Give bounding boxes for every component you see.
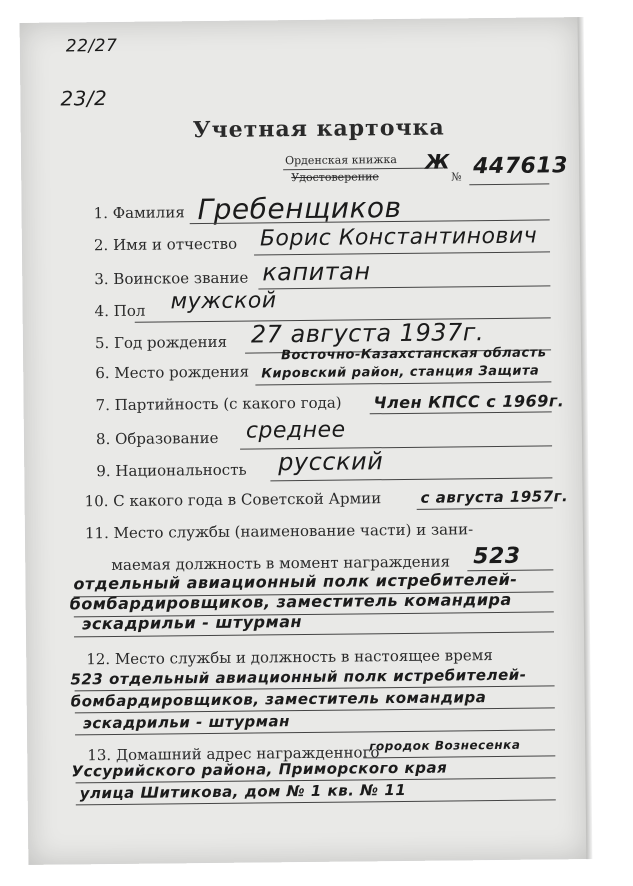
field-birthplace-value-2: Кировский район, станция Защита bbox=[261, 363, 540, 382]
field-service-at-award-value-4: эскадрильи - штурман bbox=[81, 612, 303, 634]
field-current-service-label: 12. Место службы и должность в настоящее время bbox=[86, 646, 493, 669]
order-book-number: 447613 bbox=[473, 153, 569, 180]
field-name-label: 2. Имя и отчество bbox=[93, 234, 238, 255]
number-sign: № bbox=[451, 170, 462, 184]
corner-mark-top: 22/27 bbox=[65, 35, 118, 57]
card-title: Учетная карточка bbox=[192, 114, 445, 144]
field-current-service-value-2: бомбардировщиков, заместитель командира bbox=[70, 688, 487, 711]
field-service-at-award-value-1: 523 bbox=[473, 543, 521, 570]
number-underline bbox=[469, 183, 549, 185]
doc-type-order-book: Орденская книжка bbox=[284, 153, 397, 168]
field-name-line bbox=[254, 251, 550, 255]
field-home-address-value-1: городок Вознесенка bbox=[369, 737, 521, 754]
field-army-since-line bbox=[417, 507, 553, 509]
field-current-service-value-3: эскадрильи - штурман bbox=[82, 712, 291, 733]
paper-edge bbox=[578, 17, 593, 859]
field-home-address-label: 13. Домашний адрес награжденного bbox=[87, 743, 380, 765]
field-birth-year-value: 27 августа 1937г. bbox=[250, 318, 485, 349]
field-birthplace-label: 6. Место рождения bbox=[95, 362, 250, 383]
field-army-since-value: с августа 1957г. bbox=[420, 487, 569, 507]
field-service-at-award-label-1: 11. Место службы (наименование части) и зани- bbox=[84, 520, 474, 543]
field-education-label: 8. Образование bbox=[95, 428, 219, 449]
corner-mark-left: 23/2 bbox=[60, 86, 108, 111]
field-service-at-award-value-3: бомбардировщиков, заместитель командира bbox=[69, 589, 512, 614]
field-nationality-value: русский bbox=[278, 447, 384, 477]
field-sex-value: мужской bbox=[170, 288, 277, 315]
field-home-address-value-2: Уссурийского района, Приморского края bbox=[71, 758, 448, 781]
field-name-value: Борис Константинович bbox=[259, 223, 538, 252]
field-rank-value: капитан bbox=[262, 257, 371, 287]
field-birth-year-label: 5. Год рождения bbox=[94, 332, 228, 353]
field-nationality-line bbox=[270, 477, 552, 481]
field-birthplace-value-1: Восточно-Казахстанская область bbox=[281, 345, 547, 364]
field-service-at-award-label-2: маемая должность в момент награждения bbox=[111, 552, 451, 575]
doc-type-certificate: Удостоверение bbox=[291, 170, 379, 185]
field-rank-label: 3. Воинское звание bbox=[94, 268, 249, 289]
field-party-value: Член КПСС с 1969г. bbox=[373, 391, 565, 413]
field-birthplace-line bbox=[255, 381, 551, 385]
record-card bbox=[20, 17, 589, 865]
field-nationality-label: 9. Национальность bbox=[96, 460, 247, 481]
field-current-service-value-1: 523 отдельный авиационный полк истребителей- bbox=[70, 665, 527, 689]
field-education-value: среднее bbox=[245, 417, 346, 444]
field-surname-value: Гребенщиков bbox=[197, 190, 402, 227]
field-home-address-line-1 bbox=[363, 755, 555, 758]
field-rank-line bbox=[258, 285, 550, 289]
series-mark: Ж bbox=[424, 149, 451, 174]
field-surname-label: 1. Фамилия bbox=[93, 203, 185, 223]
field-army-since-label: 10. С какого года в Советской Армии bbox=[84, 489, 382, 511]
field-party-label: 7. Партийность (с какого года) bbox=[95, 393, 342, 415]
field-service-at-award-value-2: отдельный авиационный полк истребителей- bbox=[73, 569, 518, 594]
field-home-address-value-3: улица Шитикова, дом № 1 кв. № 11 bbox=[79, 780, 407, 803]
field-sex-label: 4. Пол bbox=[94, 301, 146, 321]
